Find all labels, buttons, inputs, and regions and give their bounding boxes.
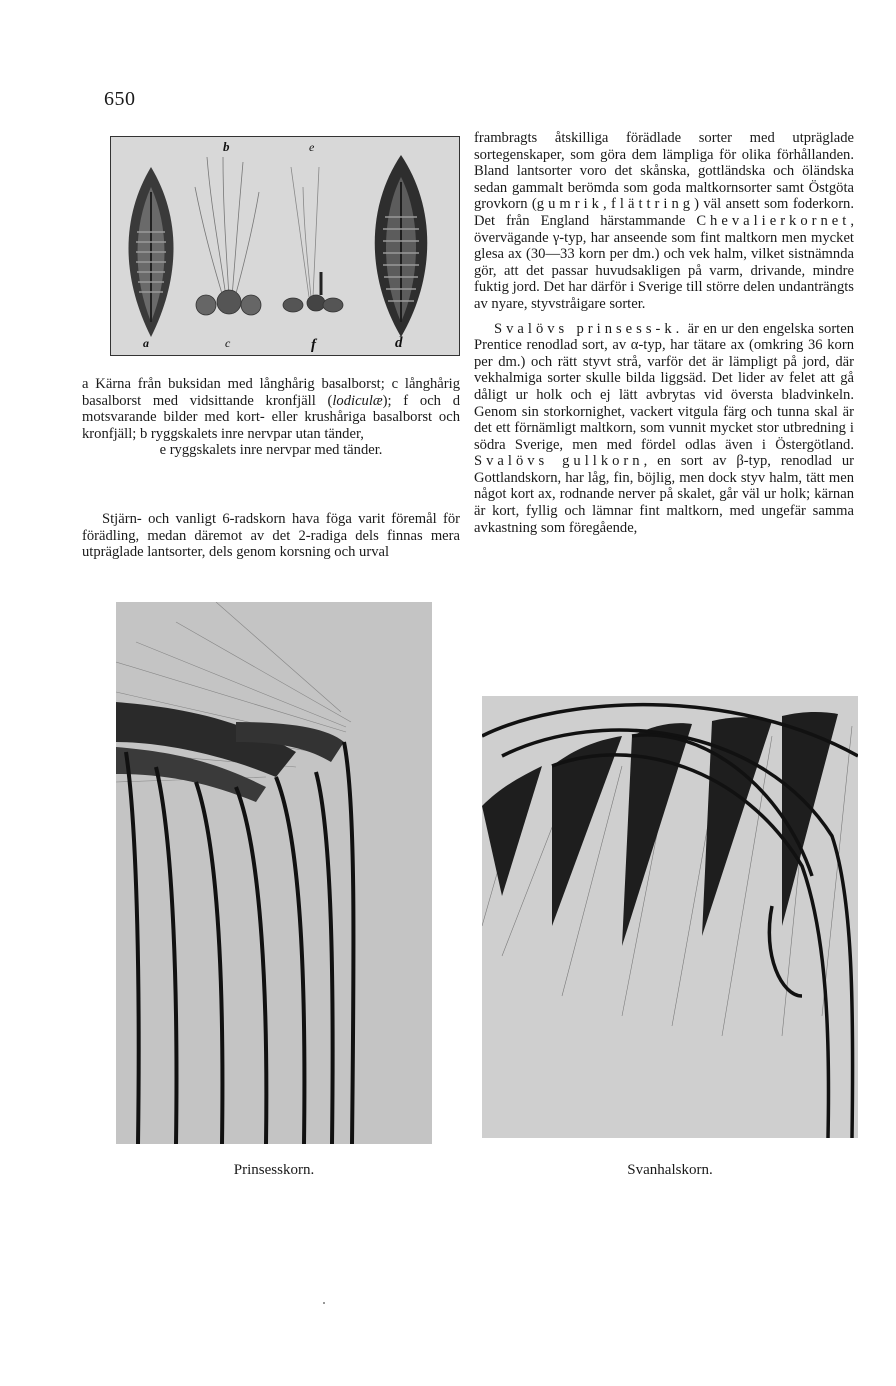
figure-label-e: e xyxy=(309,140,315,154)
p1-text-d: , övervägande γ-typ, har anseende som fint maltkorn men mycket glesa ax (30—33 korn per dm.) och vek halm, vilket sistnämnda gör, att det passar huvudsakligen på varm, drivande, mindre fuktig jord. Det har därför i Sverige till större delen undanträngts av nyare, styvstråigare sorter. xyxy=(474,212,854,312)
page-number: 650 xyxy=(104,88,136,110)
prinsesskorn-caption: Prinsesskorn. xyxy=(233,1162,315,1178)
figure-label-b: b xyxy=(223,139,230,154)
p2-text-b: , en sort av β-typ, renodlad ur Gottlandskorn, har låg, fin, böjlig, men dock styv halm, tätt men något kort ax, rodnande nerver på skalet, går väl ur holk; kärnan är kort, fyllig och lämnar fint maltkorn, med ungefär samma avkastning som föregående, xyxy=(474,453,854,536)
p1-flattring: flättring xyxy=(611,196,695,213)
svanhalskorn-photo xyxy=(482,696,858,1138)
caption-text-2: ); f och d motsvarande bilder med kort- eller krushåriga basalborst och kronfjäll; b ryggskalets inre nervpar utan tänder, xyxy=(82,392,460,442)
p1-text-c: ) väl ansett som foderkorn. Det från England härstammande xyxy=(474,196,855,229)
right-column xyxy=(474,130,854,544)
caption-last-line: e ryggskalets inre nervpar med tänder. xyxy=(159,442,383,459)
kernel-d-drawing xyxy=(375,155,428,337)
p1-chevalier: Chevalierkornet xyxy=(696,212,851,229)
grain-figure xyxy=(110,136,460,356)
prinsesskorn-photo xyxy=(116,602,432,1144)
bristle-f-drawing xyxy=(283,167,343,312)
caption-italic: lodiculæ xyxy=(332,392,383,409)
figure-label-f: f xyxy=(311,337,316,353)
p1-text-b: , xyxy=(602,196,612,213)
svanhalskorn-caption: Svanhalskorn. xyxy=(627,1162,713,1178)
p1-gumrik: gumrik xyxy=(536,196,603,213)
figure-label-c: c xyxy=(225,336,231,350)
grain-illustration xyxy=(111,137,459,355)
p2-gullkorn: Svalövs gullkorn xyxy=(474,453,644,470)
p1-text-a: frambragts åtskilliga förädlade sorter med utpräglade sortegenskaper, som göra dem lämpliga för olika förhållanden. Bland lantsorter voro det skånska, gottländska och öländska sedan gammalt berömda som goda maltkornsorter samt Östgöta grovkorn ( xyxy=(474,130,854,213)
p2-text-a: är en ur den engelska sorten Prentice renodlad sort, av α-typ, har tätare ax (omkring 36 korn per dm.) och rätt styvt strå, varför det är lämpligt på jord, där vekhalmiga sorter skulle bilda liggsäd. Det lider av felet att gå dåligt ur holk och ej lätt avbrytas vid översta bladvinkeln. Genom sin storkornighet, vackert vitgula färg och tunna skal är det ett förnämligt maltkorn, som vunnit mycket stor utbredning i södra Sverige, men med fördel odlas även i Östergötland. xyxy=(474,320,855,453)
figure-label-d: d xyxy=(395,335,403,351)
svanhalskorn-image xyxy=(482,696,858,1138)
figure-caption xyxy=(82,376,460,459)
kernel-a-drawing xyxy=(129,167,174,337)
figure-label-a: a xyxy=(143,336,149,350)
right-paragraph-1 xyxy=(474,130,854,313)
p2-name: Svalövs prinsess-k. xyxy=(494,320,684,337)
prinsesskorn-image xyxy=(116,602,432,1144)
caption-text: a Kärna från buksidan med långhårig basalborst; c långhårig basalborst med vidsittande kronfjäll ( xyxy=(82,376,460,409)
stray-mark xyxy=(323,1302,325,1304)
bristle-c-drawing xyxy=(195,157,261,315)
right-paragraph-2 xyxy=(474,321,854,537)
left-column-paragraph: Stjärn- och vanligt 6-radskorn hava föga varit föremål för förädling, medan däremot av det 2-radiga dels finnas mera utpräglade lantsorter, dels genom korsning och urval xyxy=(82,511,460,561)
